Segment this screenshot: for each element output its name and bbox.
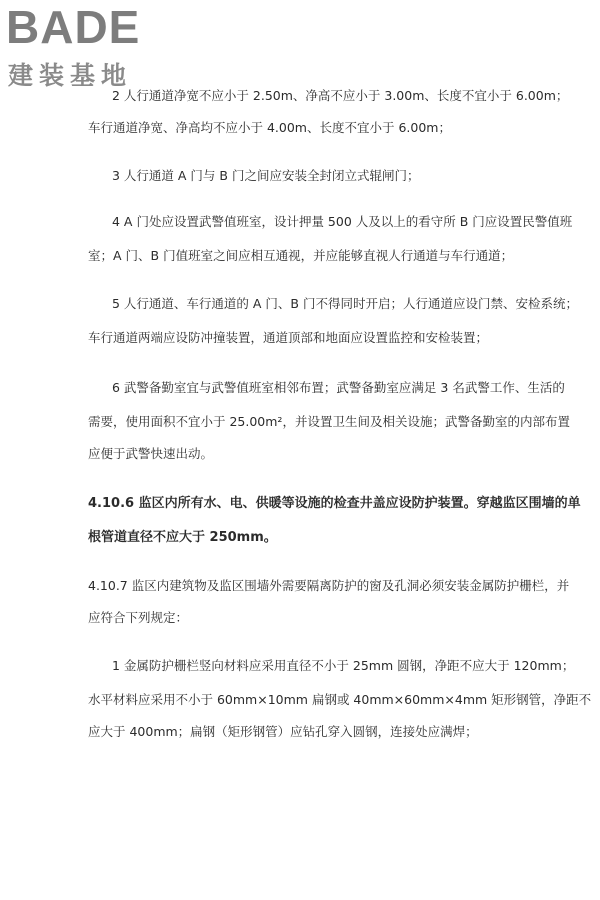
para-6-line-2: 需要，使用面积不宜小于 25.00m²，并设置卫生间及相关设施；武警备勤室的内部布置	[88, 414, 570, 429]
para-5-line-2: 车行通道两端应设防冲撞装置，通道顶部和地面应设置监控和安检装置；	[88, 330, 489, 345]
para-5-line-1: 5 人行通道、车行通道的 A 门、B 门不得同时开启；人行通道应设门禁、安检系统；	[112, 296, 578, 311]
logo-subtitle: 建装基地	[8, 61, 133, 90]
para-4-line-1: 4 A 门处应设置武警值班室，设计押量 500 人及以上的看守所 B 门应设置民警值班	[112, 214, 573, 229]
clause-4-10-6-line-2: 根管道直径不应大于 250mm。	[88, 530, 277, 545]
para-6-line-3: 应便于武警快速出动。	[88, 446, 214, 461]
para-2-line-2: 车行通道净宽、净高均不应小于 4.00m、长度不宜小于 6.00m；	[88, 120, 451, 135]
item-1-line-3: 应大于 400mm；扁钢（矩形钢管）应钻孔穿入圆钢，连接处应满焊；	[88, 724, 478, 739]
item-1-line-2: 水平材料应采用不小于 60mm×10mm 扁钢或 40mm×60mm×4mm 矩形钢管，净距不	[88, 692, 592, 707]
para-6-line-1: 6 武警备勤室宜与武警值班室相邻布置；武警备勤室应满足 3 名武警工作、生活的	[112, 380, 565, 395]
para-2-line-1: 2 人行通道净宽不应小于 2.50m、净高不应小于 3.00m、长度不宜小于 6.00m；	[112, 88, 569, 103]
para-3-line-1: 3 人行通道 A 门与 B 门之间应安装全封闭立式辊闸门；	[112, 168, 420, 183]
para-4-line-2: 室；A 门、B 门值班室之间应相互通视，并应能够直视人行通道与车行通道；	[88, 248, 514, 263]
site-logo	[6, 1, 176, 92]
logo-wordmark: BADE	[6, 1, 141, 53]
clause-4-10-7-line-1: 4.10.7 监区内建筑物及监区围墙外需要隔离防护的窗及孔洞必须安装金属防护栅栏，并	[88, 578, 570, 593]
clause-4-10-7-line-2: 应符合下列规定：	[88, 610, 189, 625]
item-1-line-1: 1 金属防护栅栏竖向材料应采用直径不小于 25mm 圆钢，净距不应大于 120mm；	[112, 658, 575, 673]
clause-4-10-6-line-1: 4.10.6 监区内所有水、电、供暖等设施的检查井盖应设防护装置。穿越监区围墙的单	[88, 496, 581, 511]
